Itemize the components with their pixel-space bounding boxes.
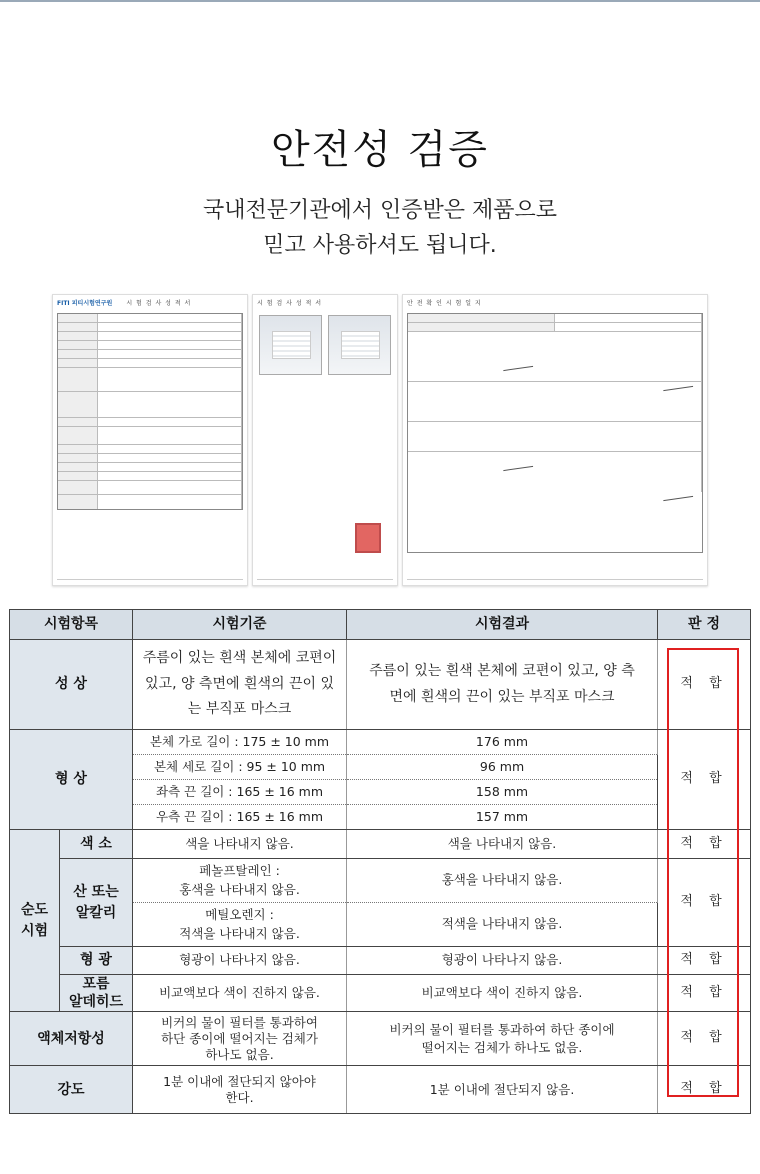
judgment-acid-alkali: 적 합 bbox=[658, 859, 751, 947]
result-methyl-orange: 적색을 나타내지 않음. bbox=[347, 903, 658, 947]
standard-shape-left-strap: 좌측 끈 길이 : 165 ± 16 mm bbox=[133, 780, 347, 805]
item-shape: 형 상 bbox=[10, 730, 133, 830]
table-row bbox=[10, 947, 751, 975]
standard-appearance: 주름이 있는 흰색 본체에 코편이 있고, 양 측면에 흰색의 끈이 있는 부직포 마스크 bbox=[133, 640, 347, 730]
doc2-title: 시 험 검 사 성 적 서 bbox=[257, 299, 323, 307]
result-appearance: 주름이 있는 흰색 본체에 코편이 있고, 양 측면에 흰색의 끈이 있는 부직포 마스크 bbox=[347, 640, 658, 730]
test-log-pages bbox=[402, 294, 708, 586]
mask-photos bbox=[259, 315, 391, 375]
standard-methyl-orange: 메틸오렌지 : 적색을 나타내지 않음. bbox=[133, 903, 347, 947]
header-item: 시험항목 bbox=[10, 610, 133, 640]
page-title: 안전성 검증 bbox=[271, 127, 489, 173]
subtitle-line-1: 국내전문기관에서 인증받은 제품으로 bbox=[202, 198, 558, 223]
item-acid-alkali: 산 또는 알칼리 bbox=[60, 859, 133, 947]
table-row bbox=[10, 859, 751, 903]
doc1-title: 시 험 검 사 성 적 서 bbox=[126, 299, 192, 307]
item-liquid-resistance: 액체저항성 bbox=[10, 1012, 133, 1066]
standard-phenolphthalein: 페놀프탈레인 : 홍색을 나타내지 않음. bbox=[133, 859, 347, 903]
header-result: 시험결과 bbox=[347, 610, 658, 640]
certificate-page-1 bbox=[52, 294, 248, 586]
header-judgment: 판 정 bbox=[658, 610, 751, 640]
result-shape-left-strap: 158 mm bbox=[347, 780, 658, 805]
subtitle-line-2: 믿고 사용하셔도 됩니다. bbox=[263, 233, 497, 258]
table-header-row bbox=[10, 610, 751, 640]
table-row bbox=[10, 1066, 751, 1114]
item-fluorescence: 형 광 bbox=[60, 947, 133, 975]
judgment-color: 적 합 bbox=[658, 830, 751, 859]
result-strength: 1분 이내에 절단되지 않음. bbox=[347, 1066, 658, 1114]
doc3-title: 안 전 확 인 시 험 일 지 bbox=[407, 299, 482, 307]
result-shape-width: 176 mm bbox=[347, 730, 658, 755]
judgment-fluorescence: 적 합 bbox=[658, 947, 751, 975]
result-shape-right-strap: 157 mm bbox=[347, 805, 658, 830]
result-phenolphthalein: 홍색을 나타내지 않음. bbox=[347, 859, 658, 903]
certificate-page-2 bbox=[252, 294, 398, 586]
table-row bbox=[10, 830, 751, 859]
standard-shape-height: 본체 세로 길이 : 95 ± 10 mm bbox=[133, 755, 347, 780]
item-purity-group: 순도 시험 bbox=[10, 830, 60, 1012]
standard-shape-width: 본체 가로 길이 : 175 ± 10 mm bbox=[133, 730, 347, 755]
result-formaldehyde: 비교액보다 색이 진하지 않음. bbox=[347, 975, 658, 1012]
standard-strength: 1분 이내에 절단되지 않아야 한다. bbox=[133, 1066, 347, 1114]
table-row bbox=[10, 640, 751, 730]
standard-color: 색을 나타내지 않음. bbox=[133, 830, 347, 859]
item-color: 색 소 bbox=[60, 830, 133, 859]
judgment-formaldehyde: 적 합 bbox=[658, 975, 751, 1012]
item-formaldehyde: 포름 알데히드 bbox=[60, 975, 133, 1012]
judgment-liquid-resistance: 적 합 bbox=[658, 1012, 751, 1066]
table-row bbox=[10, 730, 751, 755]
doc1-table bbox=[57, 313, 243, 510]
fiti-logo: FITI 피티시험연구원 bbox=[57, 299, 113, 307]
table-row bbox=[10, 1012, 751, 1066]
certificate-images bbox=[52, 294, 708, 594]
doc3-table bbox=[407, 313, 703, 553]
table-row bbox=[10, 975, 751, 1012]
result-liquid-resistance: 비커의 물이 필터를 통과하여 하단 종이에 떨어지는 검체가 하나도 없음. bbox=[347, 1012, 658, 1066]
result-color: 색을 나타내지 않음. bbox=[347, 830, 658, 859]
standard-shape-right-strap: 우측 끈 길이 : 165 ± 16 mm bbox=[133, 805, 347, 830]
standard-fluorescence: 형광이 나타나지 않음. bbox=[133, 947, 347, 975]
top-divider bbox=[0, 0, 760, 2]
judgment-appearance: 적 합 bbox=[658, 640, 751, 730]
standard-formaldehyde: 비교액보다 색이 진하지 않음. bbox=[133, 975, 347, 1012]
result-shape-height: 96 mm bbox=[347, 755, 658, 780]
header-standard: 시험기준 bbox=[133, 610, 347, 640]
item-strength: 강도 bbox=[10, 1066, 133, 1114]
standard-liquid-resistance: 비커의 물이 필터를 통과하여 하단 종이에 떨어지는 검체가 하나도 없음. bbox=[133, 1012, 347, 1066]
result-fluorescence: 형광이 나타나지 않음. bbox=[347, 947, 658, 975]
item-appearance: 성 상 bbox=[10, 640, 133, 730]
test-result-table bbox=[9, 609, 751, 1114]
seal-stamp bbox=[355, 523, 381, 553]
judgment-shape: 적 합 bbox=[658, 730, 751, 830]
judgment-strength: 적 합 bbox=[658, 1066, 751, 1114]
